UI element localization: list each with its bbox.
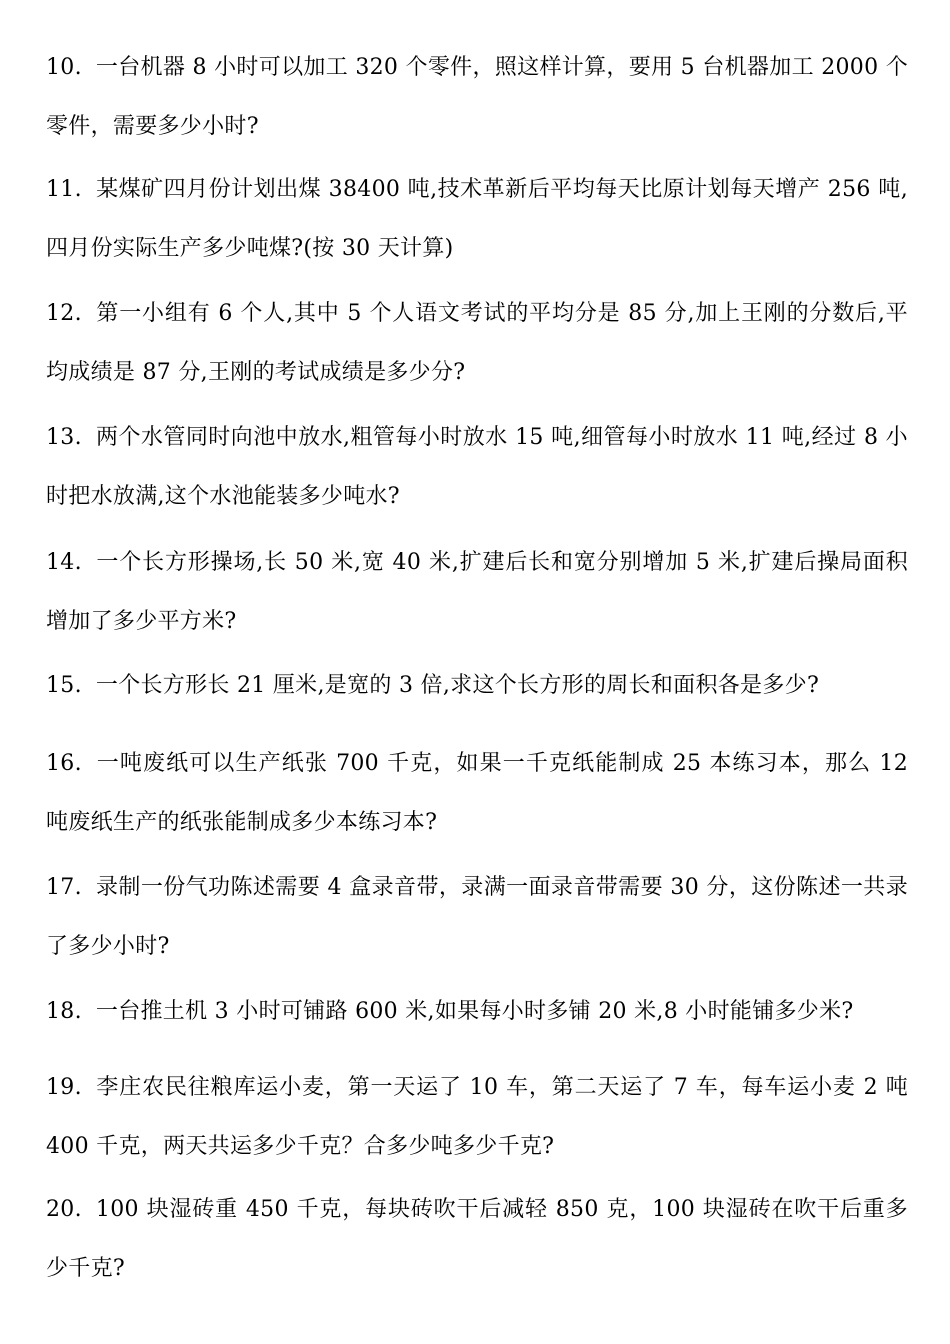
problem-text: 100 块湿砖重 450 千克，每块砖吹干后减轻 850 克，100 块湿砖在吹干后重多少千克? — [46, 1197, 908, 1281]
problem-text: 一个长方形长 21 厘米,是宽的 3 倍,求这个长方形的周长和面积各是多少? — [95, 673, 820, 698]
problem-10 — [46, 38, 908, 156]
problem-number: 20. — [46, 1197, 82, 1222]
problem-number: 14. — [46, 550, 82, 575]
problem-20 — [46, 1180, 908, 1298]
problem-14 — [46, 533, 908, 651]
problem-15 — [46, 656, 908, 715]
problem-text: 一台推土机 3 小时可铺路 600 米,如果每小时多铺 20 米,8 小时能铺多少米? — [95, 999, 854, 1024]
problem-number: 13. — [46, 425, 82, 450]
problem-11 — [46, 160, 908, 278]
problem-text: 录制一份气功陈述需要 4 盒录音带，录满一面录音带需要 30 分，这份陈述一共录了多少小时? — [46, 875, 908, 959]
problem-12 — [46, 284, 908, 402]
problem-number: 19. — [46, 1075, 82, 1100]
problem-19 — [46, 1058, 908, 1176]
problem-number: 16. — [46, 751, 82, 776]
problem-number: 10. — [46, 55, 82, 80]
problem-number: 12. — [46, 301, 82, 326]
problem-13 — [46, 408, 908, 526]
problem-number: 18. — [46, 999, 82, 1024]
problem-number: 17. — [46, 875, 82, 900]
problem-18 — [46, 982, 908, 1041]
problem-text: 李庄农民往粮库运小麦，第一天运了 10 车，第二天运了 7 车，每车运小麦 2 吨 400 千克，两天共运多少千克？合多少吨多少千克? — [46, 1075, 908, 1159]
problem-number: 11. — [46, 177, 82, 202]
problem-text: 第一小组有 6 个人,其中 5 个人语文考试的平均分是 85 分,加上王刚的分数后,平均成绩是 87 分,王刚的考试成绩是多少分? — [46, 301, 908, 385]
problem-number: 15. — [46, 673, 82, 698]
problem-text: 一吨废纸可以生产纸张 700 千克，如果一千克纸能制成 25 本练习本，那么 12 吨废纸生产的纸张能制成多少本练习本? — [46, 751, 908, 835]
problem-16 — [46, 734, 908, 852]
problem-text: 一台机器 8 小时可以加工 320 个零件，照这样计算，要用 5 台机器加工 2000 个零件，需要多少小时? — [46, 55, 908, 139]
problem-17 — [46, 858, 908, 976]
problem-text: 两个水管同时向池中放水,粗管每小时放水 15 吨,细管每小时放水 11 吨,经过 8 小时把水放满,这个水池能装多少吨水? — [46, 425, 908, 509]
problem-text: 一个长方形操场,长 50 米,宽 40 米,扩建后长和宽分别增加 5 米,扩建后操局面积增加了多少平方米? — [46, 550, 908, 634]
problem-text: 某煤矿四月份计划出煤 38400 吨,技术革新后平均每天比原计划每天增产 256 吨,四月份实际生产多少吨煤?(按 30 天计算) — [46, 177, 908, 261]
